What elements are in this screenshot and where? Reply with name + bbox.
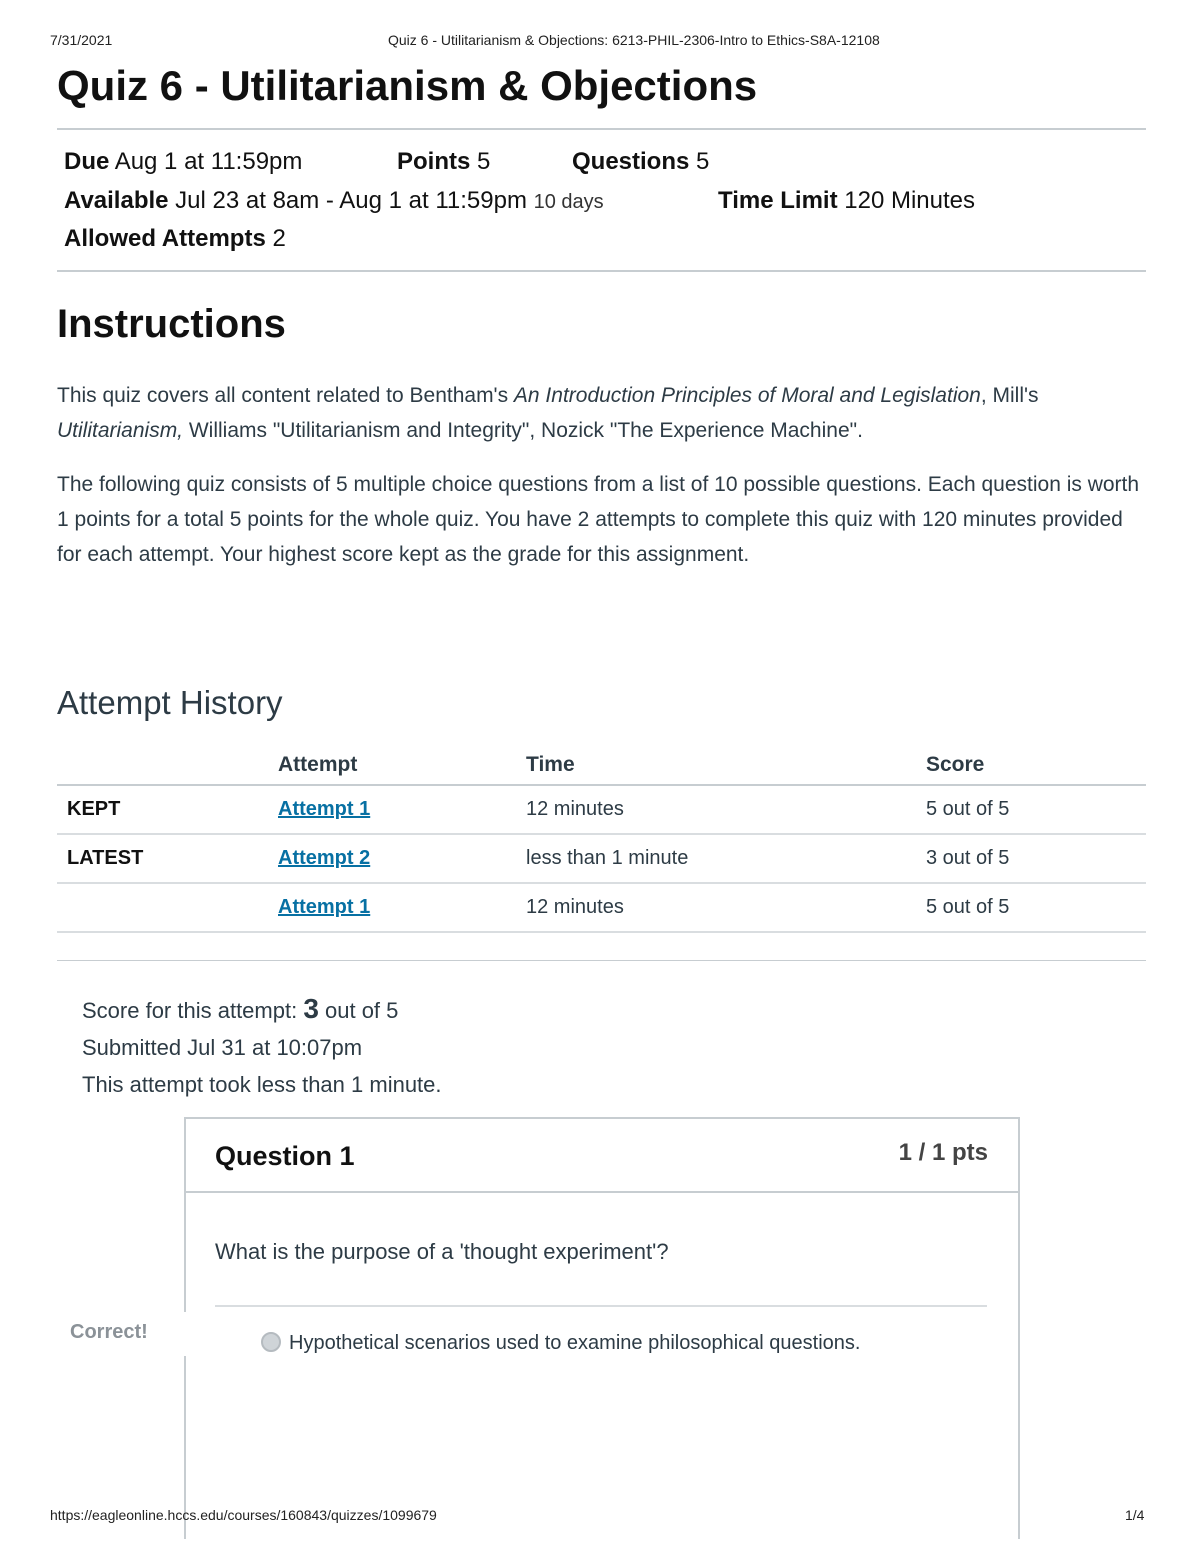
table-row <box>57 883 1146 932</box>
attempt-status-label: LATEST <box>57 834 278 883</box>
allowed-attempts-field <box>64 225 286 253</box>
submitted-time: Submitted Jul 31 at 10:07pm <box>82 1035 363 1060</box>
instructions-text: , Mill's <box>980 384 1039 407</box>
answer-option[interactable] <box>261 1332 860 1355</box>
attempt-history-heading: Attempt History <box>57 684 283 721</box>
time-limit-field <box>718 187 975 215</box>
print-page-title: Quiz 6 - Utilitarianism & Objections: 6213-PHIL-2306-Intro to Ethics-S8A-12108 <box>388 32 880 48</box>
page-title: Quiz 6 - Utilitarianism & Objections <box>57 62 758 109</box>
attempt-score: 5 out of 5 <box>926 883 1146 932</box>
available-value: Jul 23 at 8am - Aug 1 at 11:59pm <box>175 187 527 214</box>
instructions-paragraph-1 <box>57 378 1142 448</box>
question-card <box>184 1117 1020 1539</box>
correct-answer-flag: Correct! <box>70 1321 184 1344</box>
table-row <box>57 785 1146 834</box>
print-page-number: 1/4 <box>1125 1507 1145 1523</box>
questions-field <box>572 148 709 176</box>
column-header-attempt: Attempt <box>278 746 526 785</box>
attempt-score: 3 out of 5 <box>926 834 1146 883</box>
due-label: Due <box>64 148 110 175</box>
due-value: Aug 1 at 11:59pm <box>114 148 303 175</box>
points-value: 5 <box>477 148 491 175</box>
available-days: 10 days <box>533 191 604 213</box>
title-divider <box>57 128 1146 130</box>
allowed-attempts-value: 2 <box>272 225 286 252</box>
attempt-link[interactable]: Attempt 2 <box>278 847 371 869</box>
time-limit-label: Time Limit <box>718 187 838 214</box>
column-header-score: Score <box>926 746 1146 785</box>
mill-title: Utilitarianism, <box>57 419 184 442</box>
score-value: 3 <box>303 993 319 1024</box>
attempt-link[interactable]: Attempt 1 <box>278 896 371 918</box>
attempt-score: 5 out of 5 <box>926 785 1146 834</box>
available-label: Available <box>64 187 169 214</box>
attempt-time: 12 minutes <box>526 883 926 932</box>
table-row <box>57 834 1146 883</box>
instructions-paragraph-2: The following quiz consists of 5 multiple choice questions from a list of 10 possible questions. Each question is worth 1 points for a total 5 points for the whole quiz. You have 2 attempts to complete this quiz with 120 minutes provided for each attempt. Your highest score kept as the grade for this assignment. <box>57 473 1140 566</box>
radio-selected-icon[interactable] <box>261 1332 281 1352</box>
question-divider <box>215 1305 987 1307</box>
attempt-duration: This attempt took less than 1 minute. <box>82 1072 442 1097</box>
attempt-status-label <box>57 883 278 932</box>
attempt-summary <box>82 990 442 1103</box>
instructions-text: This quiz covers all content related to Bentham's <box>57 384 514 407</box>
questions-label: Questions <box>572 148 690 175</box>
print-url: https://eagleonline.hccs.edu/courses/160843/quizzes/1099679 <box>50 1507 437 1523</box>
available-field <box>64 187 604 215</box>
score-suffix: out of 5 <box>318 998 399 1023</box>
history-divider <box>57 960 1146 961</box>
attempt-score-line <box>82 990 442 1029</box>
question-header <box>186 1119 1018 1193</box>
points-label: Points <box>397 148 471 175</box>
instructions-text: Williams "Utilitarianism and Integrity", Nozick "The Experience Machine". <box>183 419 863 442</box>
questions-value: 5 <box>696 148 710 175</box>
instructions-heading: Instructions <box>57 302 286 346</box>
meta-divider <box>57 270 1146 272</box>
attempt-link[interactable]: Attempt 1 <box>278 798 371 820</box>
attempt-history-table <box>57 746 1146 933</box>
bentham-title: An Introduction Principles of Moral and Legislation <box>513 384 981 407</box>
attempt-time: less than 1 minute <box>526 834 926 883</box>
column-header-time: Time <box>526 746 926 785</box>
time-limit-value: 120 Minutes <box>844 187 975 214</box>
score-prefix: Score for this attempt: <box>82 998 304 1023</box>
question-text: What is the purpose of a 'thought experiment'? <box>215 1239 669 1264</box>
question-points: 1 / 1 pts <box>898 1139 988 1166</box>
column-header <box>57 746 278 785</box>
question-title: Question 1 <box>215 1141 355 1171</box>
attempt-status-label: KEPT <box>57 785 278 834</box>
print-date: 7/31/2021 <box>50 32 113 48</box>
points-field <box>397 148 490 176</box>
attempt-time: 12 minutes <box>526 785 926 834</box>
allowed-attempts-label: Allowed Attempts <box>64 225 266 252</box>
answer-text: Hypothetical scenarios used to examine philosophical questions. <box>289 1332 861 1354</box>
due-field <box>64 148 302 176</box>
table-header-row <box>57 746 1146 785</box>
